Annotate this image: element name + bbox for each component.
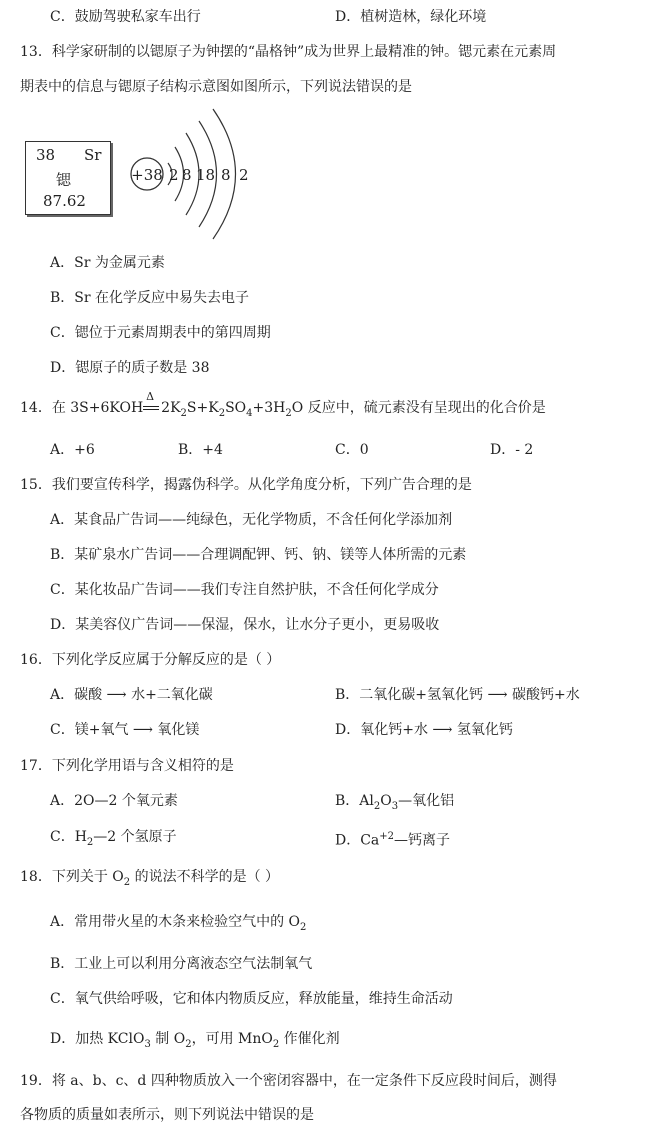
q18-option-b: B．工业上可以利用分离液态空气法制氧气 [50,956,313,972]
q17-option-b: B．$Al_2O_3—$氧化铝 [335,793,455,812]
q18-option-a: A．常用带火星的木条来检验空气中的 $O_2$ [50,914,307,933]
q15-option-d: D．某美容仪广告词——保湿，保水，让水分子更小，更易吸收 [50,617,440,633]
q16-option-c: C．镁+氧气 ⟶ 氧化镁 [50,722,200,738]
q15-option-c: C．某化妆品广告词——我们专注自然护肤，不含任何化学成分 [50,582,439,598]
q14-products: $2K_2S+K_2SO_4+3H_2O$ [161,400,308,419]
element-name: 锶 [56,171,72,189]
shell-electrons-3: 18 [196,166,216,184]
q14-suffix: 反应中，硫元素没有呈现出的化合价是 [307,400,546,416]
q14-stem [20,390,546,423]
q14-prefix: 14．在 3S+6KOH [20,400,144,416]
q13-option-d: D．锶原子的质子数是 38 [50,360,210,376]
q18-option-d: D．加热 KClO$_3$ 制 $O_2$，可用 MnO$_2$ 作催化剂 [50,1031,340,1050]
atomic-mass: 87.62 [43,192,86,210]
q15-stem: 15．我们要宣传科学，揭露伪科学。从化学角度分析，下列广告合理的是 [20,477,472,493]
q17-option-c: C．$H_2—2$ 个氢原子 [50,829,177,848]
q14-option-b: B．+4 [178,442,223,458]
q18-option-c: C．氧气供给呼吸，它和体内物质反应，释放能量，维持生命活动 [50,991,453,1007]
option-d-prev: D．植树造林，绿化环境 [335,9,487,25]
element-symbol: Sr [84,146,102,164]
q16-option-a: A．碳酸 ⟶ 水+二氧化碳 [50,687,213,703]
nucleus-charge: +38 [131,166,163,184]
atomic-number: 38 [36,146,56,164]
q13-option-b: B．Sr 在化学反应中易失去电子 [50,290,250,306]
q19-stem-line1: 19．将 a、b、c、d 四种物质放入一个密闭容器中，在一定条件下反应段时间后，测得 [20,1073,557,1089]
reaction-arrow [143,390,161,417]
q16-stem: 16．下列化学反应属于分解反应的是（ ） [20,652,281,668]
q16-option-b: B．二氧化碳+氢氧化钙 ⟶ 碳酸钙+水 [335,687,580,703]
q18-stem: 18．下列关于 $O_2$ 的说法不科学的是（ ） [20,869,280,888]
q13-stem-line1: 13．科学家研制的以锶原子为钟摆的“晶格钟”成为世界上最精准的钟。锶元素在元素周 [20,44,557,60]
q13-option-a: A．Sr 为金属元素 [50,255,165,271]
shell-electrons-5: 2 [239,166,249,184]
q17-option-d: D．$Ca^{+2}—$钙离子 [335,831,451,849]
q14-option-a: A．+6 [50,442,95,458]
shell-electrons-4: 8 [221,166,231,184]
q15-option-a: A．某食品广告词——纯绿色，无化学物质，不含任何化学添加剂 [50,512,453,528]
q19-stem-line2: 各物质的质量如表所示，则下列说法中错误的是 [20,1107,314,1123]
shell-electrons-1: 2 [169,166,179,184]
q17-option-a: A．2O—2 个氧元素 [50,793,178,809]
q17-stem: 17．下列化学用语与含义相符的是 [20,758,234,774]
option-c-prev: C．鼓励驾驶私家车出行 [50,9,201,25]
periodic-table-cell [25,141,111,215]
heat-symbol: Δ [146,390,155,403]
q13-stem-line2: 期表中的信息与锶原子结构示意图如图所示，下列说法错误的是 [20,79,412,95]
q15-option-b: B．某矿泉水广告词——合理调配钾、钙、钠、镁等人体所需的元素 [50,547,467,563]
q13-option-c: C．锶位于元素周期表中的第四周期 [50,325,271,341]
atom-structure-diagram [120,105,270,245]
q16-option-d: D．氧化钙+水 ⟶ 氢氧化钙 [335,722,513,738]
q14-option-c: C．0 [335,442,369,458]
shell-electrons-2: 8 [182,166,192,184]
q14-option-d: D．- 2 [490,442,534,458]
